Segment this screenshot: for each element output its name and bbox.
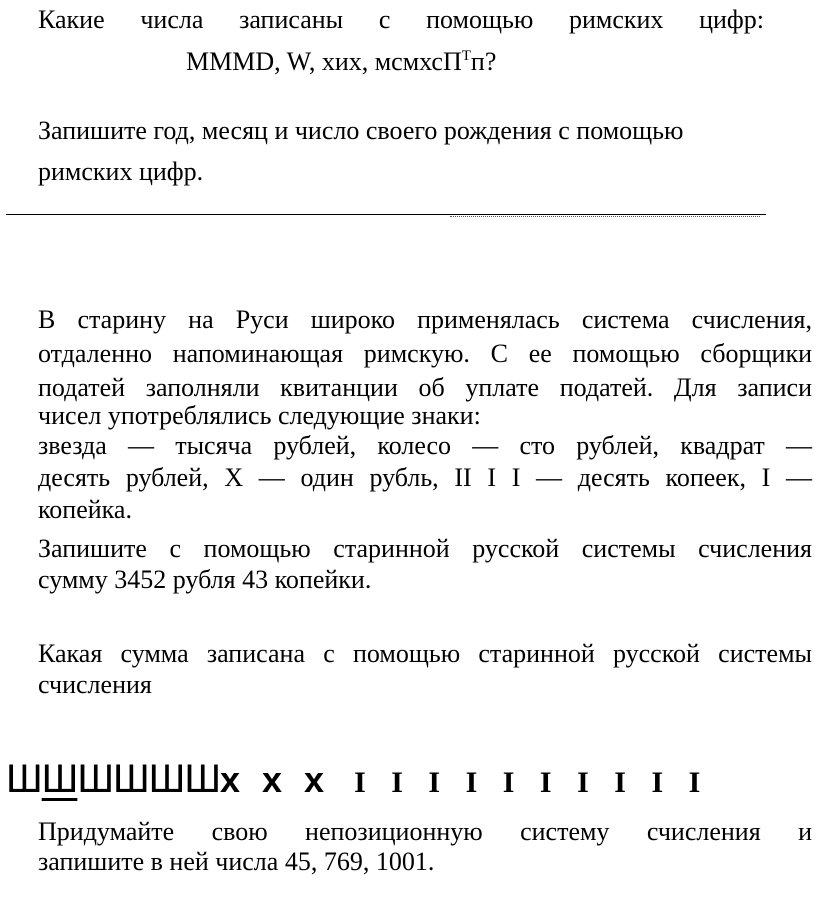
symbol-x-group: x x x bbox=[219, 759, 331, 800]
task6-line1: Придумайте свою непозиционную систему счисления и bbox=[38, 817, 812, 846]
task3-line2: отдаленно напоминающая римскую. С ее помощью сборщики bbox=[38, 339, 812, 368]
task1-numbers bbox=[186, 46, 496, 78]
task2-line2: римских цифр. bbox=[38, 157, 204, 186]
task4-line1: Запишите с помощью старинной русской системы счисления bbox=[38, 534, 812, 563]
task1-question: Какие числа записаны с помощью римских цифр: bbox=[38, 5, 764, 34]
answer-line-dots bbox=[450, 216, 760, 218]
task1-numbers-end: п? bbox=[470, 47, 497, 76]
symbol-sh-1: Ш bbox=[6, 757, 42, 801]
task3-line5: звезда — тысяча рублей, колесо — сто рублей, квадрат — bbox=[38, 431, 812, 460]
task1-numbers-main: MMMD, W, хих, мсмхсП bbox=[186, 47, 462, 76]
old-russian-numeral bbox=[6, 748, 709, 808]
task4-line2: сумму 3452 рубля 43 копейки. bbox=[38, 565, 372, 594]
symbol-sh-rest: ШШШШ bbox=[77, 757, 220, 801]
symbol-sh-2-underlined: Ш bbox=[41, 757, 78, 801]
task5-line1: Какая сумма записана с помощью старинной русской системы bbox=[38, 639, 812, 668]
task6-line2: запишите в ней числа 45, 769, 1001. bbox=[38, 847, 435, 876]
symbol-i-group: I I I I I I I I I I bbox=[354, 766, 710, 799]
task5-line2: счисления bbox=[38, 670, 152, 699]
task1-numbers-sup: T bbox=[461, 48, 471, 64]
task3-line6: десять рублей, X — один рубль, II I I — десять копеек, I — bbox=[38, 463, 812, 492]
task2-line1: Запишите год, месяц и число своего рождения с помощью bbox=[38, 116, 684, 145]
task3-line3: податей заполняли квитанции об уплате податей. Для записи bbox=[38, 373, 812, 402]
task3-line7: копейка. bbox=[38, 495, 132, 524]
task3-line4: чисел употреблялись следующие знаки: bbox=[38, 401, 481, 430]
answer-line bbox=[6, 214, 766, 215]
task3-line1: В старину на Руси широко применялась система счисления, bbox=[38, 305, 812, 334]
